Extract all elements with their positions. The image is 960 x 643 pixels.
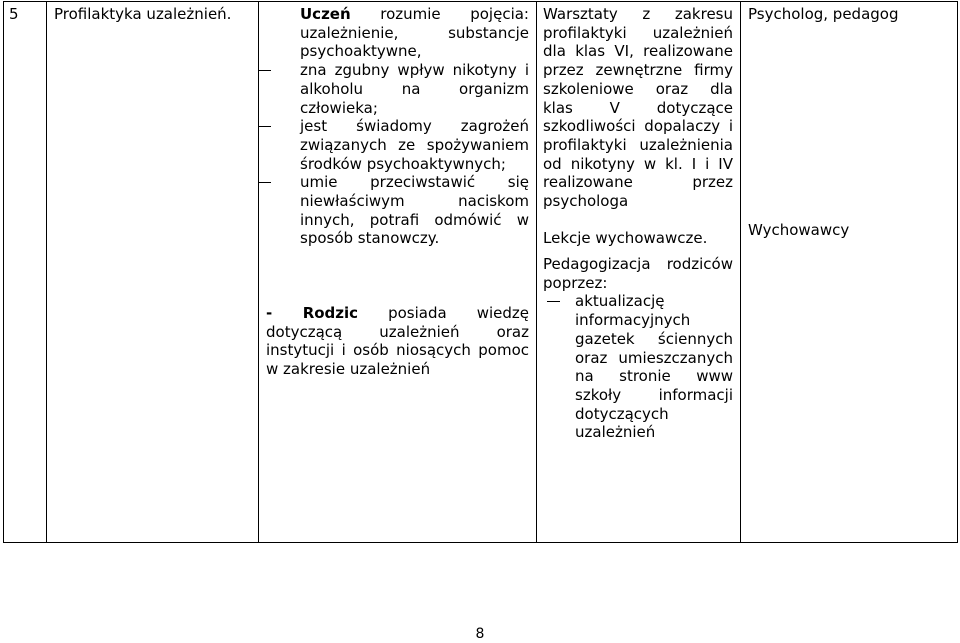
student-goals-cell (300, 5, 529, 248)
lessons-text: Lekcje wychowawcze. (543, 229, 708, 248)
goal-item: umie przeciwstawić się niewłaściwym naciskom innych, potrafi odmówić w sposób stanowczy. (258, 173, 529, 248)
responsible-secondary: Wychowawcy (748, 220, 850, 239)
dash-bullet-icon (258, 126, 271, 127)
parent-goals-cell: - Rodzic posiada wiedzę dotyczącą uzależnień oraz instytucji i osób niosących pomoc w zakresie uzależnień (266, 304, 529, 379)
program-table (3, 1, 958, 543)
parents-intro: Pedagogizacja rodziców poprzez: (543, 255, 733, 292)
student-label: Uczeń (300, 5, 351, 23)
page-number: 8 (475, 626, 485, 642)
topic-cell: Profilaktyka uzależnień. (54, 5, 232, 23)
parent-label: Rodzic (302, 304, 359, 322)
column-divider (740, 2, 741, 542)
column-divider (46, 2, 47, 542)
workshops-text: Warsztaty z zakresu profilaktyki uzależnień dla klas VI, realizowane przez zewnętrzne firmy szkoleniowe oraz dla klas V dotyczące szkodliwości dopalaczy i profilaktyki uzależnienia od nikotyny w kl. I i IV realizowane przez psychologa (543, 5, 733, 211)
parents-activity-item: aktualizację informacyjnych gazetek ściennych oraz umieszczanych na stronie www szkoły informacji dotyczących uzależnień (543, 292, 733, 442)
goal-item: zna zgubny wpływ nikotyny i alkoholu na organizm człowieka; (258, 61, 529, 117)
column-divider (536, 2, 537, 542)
dash-bullet-icon (547, 301, 560, 302)
activities-cell (543, 5, 733, 248)
parents-activities-cell (543, 255, 733, 442)
responsible-primary: Psycholog, pedagog (748, 5, 899, 23)
goal-item: jest świadomy zagrożeń związanych ze spożywaniem środków psychoaktywnych; (258, 117, 529, 173)
dash-bullet-icon (258, 70, 271, 71)
student-goals-lead: Uczeń rozumie pojęcia: uzależnienie, substancje psychoaktywne, (300, 5, 529, 61)
dash-bullet-icon (258, 182, 271, 183)
row-number: 5 (9, 5, 19, 23)
